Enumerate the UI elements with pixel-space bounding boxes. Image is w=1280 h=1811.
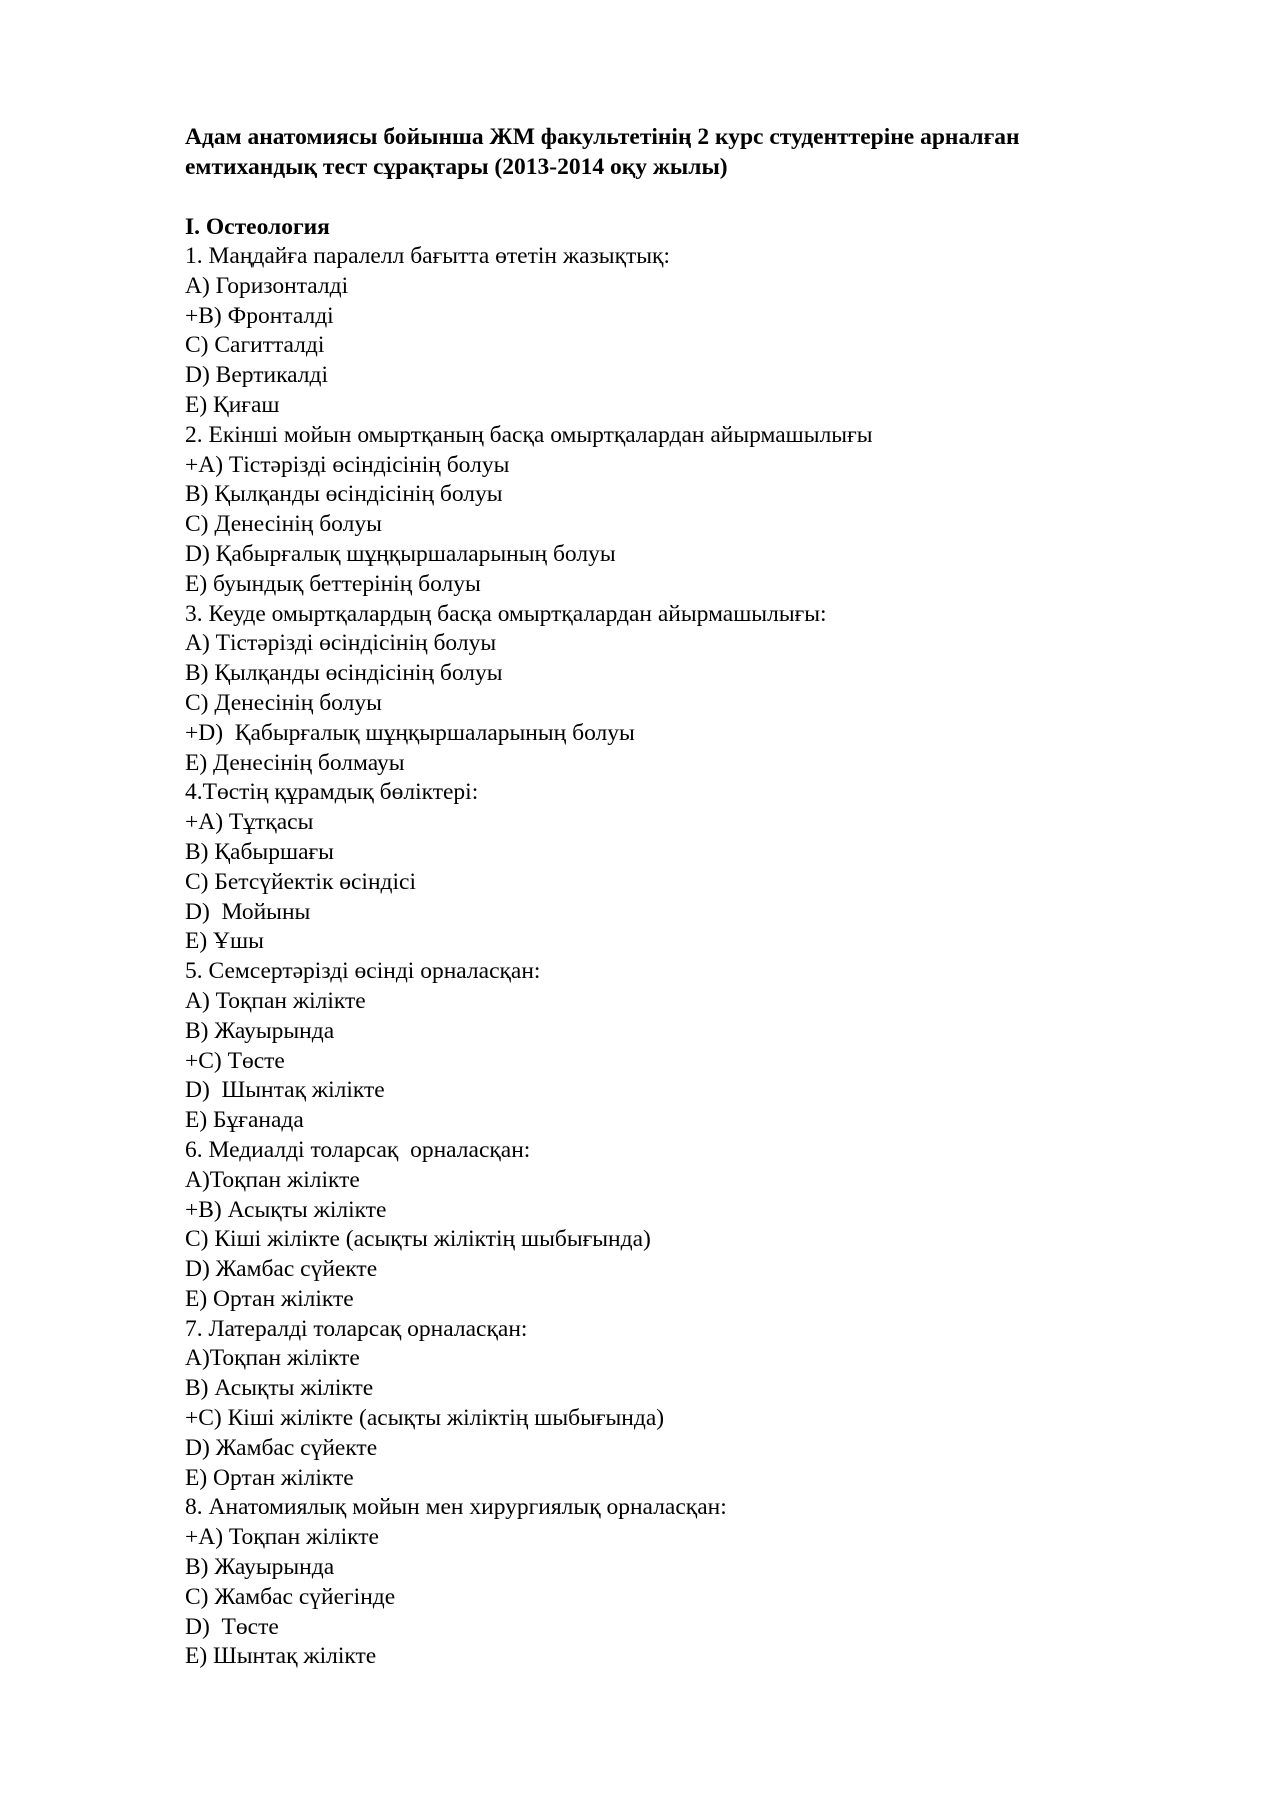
question-line: 8. Анатомиялық мойын мен хирургиялық орналасқан:: [185, 1494, 727, 1521]
question-line: 2. Екінші мойын омыртқаның басқа омыртқалардан айырмашылығы: [185, 421, 873, 448]
answer-option-line: В) Қылқанды өсіндісінің болуы: [185, 660, 503, 687]
answer-option-line: D) Төсте: [185, 1613, 279, 1640]
answer-option-line: +В) Асықты жілікте: [185, 1196, 387, 1223]
answer-option-line: А)Тоқпан жілікте: [185, 1166, 360, 1193]
answer-option-line: А) Горизонталді: [185, 272, 349, 299]
answer-option-line: В) Қылқанды өсіндісінің болуы: [185, 481, 503, 508]
question-line: 4.Төстің құрамдық бөліктері:: [185, 779, 479, 806]
answer-option-line: В) Жауырында: [185, 1017, 335, 1044]
answer-option-line: Е) буындық беттерінің болуы: [185, 570, 481, 597]
answer-option-line: D) Жамбас сүйекте: [185, 1256, 378, 1283]
answer-option-line: С) Жамбас сүйегінде: [185, 1583, 396, 1610]
answer-option-line: С) Денесінің болуы: [185, 689, 382, 716]
title-spacer: [185, 182, 1185, 212]
answer-option-line: D) Мойыны: [185, 898, 311, 925]
answer-option-line: В) Жауырында: [185, 1554, 335, 1581]
answer-option-line: +D) Қабырғалық шұңқыршаларының болуы: [185, 719, 635, 746]
answer-option-line: D) Қабырғалық шұңқыршаларының болуы: [185, 540, 616, 567]
answer-option-line: Е) Ортан жілікте: [185, 1285, 354, 1312]
section-heading: I. Остеология: [185, 214, 330, 240]
question-line: 5. Семсертәрізді өсінді орналасқан:: [185, 958, 541, 985]
question-line: 3. Кеуде омыртқалардың басқа омыртқалардан айырмашылығы:: [185, 600, 827, 627]
answer-option-line: В) Асықты жілікте: [185, 1375, 374, 1402]
answer-option-line: Е) Ұшы: [185, 928, 264, 955]
answer-option-line: +А) Тоқпан жілікте: [185, 1524, 379, 1551]
answer-option-line: С) Денесінің болуы: [185, 511, 382, 538]
answer-option-line: +А) Тістәрізді өсіндісінің болуы: [185, 451, 510, 478]
document-title-line-1: Адам анатомиясы бойынша ЖМ факультетінің 2 курс студенттеріне арналған: [185, 124, 1020, 150]
answer-option-line: +А) Тұтқасы: [185, 809, 314, 836]
answer-option-line: В) Қабыршағы: [185, 838, 334, 865]
answer-option-line: D) Жамбас сүйекте: [185, 1434, 378, 1461]
answer-option-line: D) Вертикалді: [185, 362, 328, 389]
document-title-line-2: емтихандық тест сұрақтары (2013-2014 оқу жылы): [185, 154, 728, 180]
answer-option-line: Е) Шынтақ жілікте: [185, 1643, 377, 1670]
answer-option-line: А) Тістәрізді өсіндісінің болуы: [185, 630, 497, 657]
question-line: 7. Латералді толарсақ орналасқан:: [185, 1315, 528, 1342]
answer-option-line: Е) Ортан жілікте: [185, 1464, 354, 1491]
answer-option-line: Е) Бұғанада: [185, 1107, 304, 1134]
answer-option-line: +С) Кіші жілікте (асықты жіліктің шыбығында): [185, 1405, 665, 1432]
question-line: 1. Маңдайға паралелл бағытта өтетін жазықтық:: [185, 243, 670, 269]
answer-option-line: Е) Денесінің болмауы: [185, 749, 405, 776]
answer-option-line: +В) Фронталді: [185, 302, 334, 329]
answer-option-line: +С) Төсте: [185, 1047, 285, 1074]
answer-option-line: А)Тоқпан жілікте: [185, 1345, 360, 1372]
question-list: [185, 242, 1185, 1672]
question-line: 6. Медиалді толарсақ орналасқан:: [185, 1136, 531, 1163]
answer-option-line: С) Сагитталді: [185, 332, 325, 359]
answer-option-line: С) Бетсүйектік өсіндісі: [185, 868, 416, 895]
document-page: [185, 122, 1185, 1672]
answer-option-line: D) Шынтақ жілікте: [185, 1077, 385, 1104]
answer-option-line: С) Кіші жілікте (асықты жіліктің шыбығында): [185, 1226, 651, 1253]
answer-option-line: Е) Қиғаш: [185, 391, 280, 418]
answer-option-line: А) Тоқпан жілікте: [185, 987, 366, 1014]
